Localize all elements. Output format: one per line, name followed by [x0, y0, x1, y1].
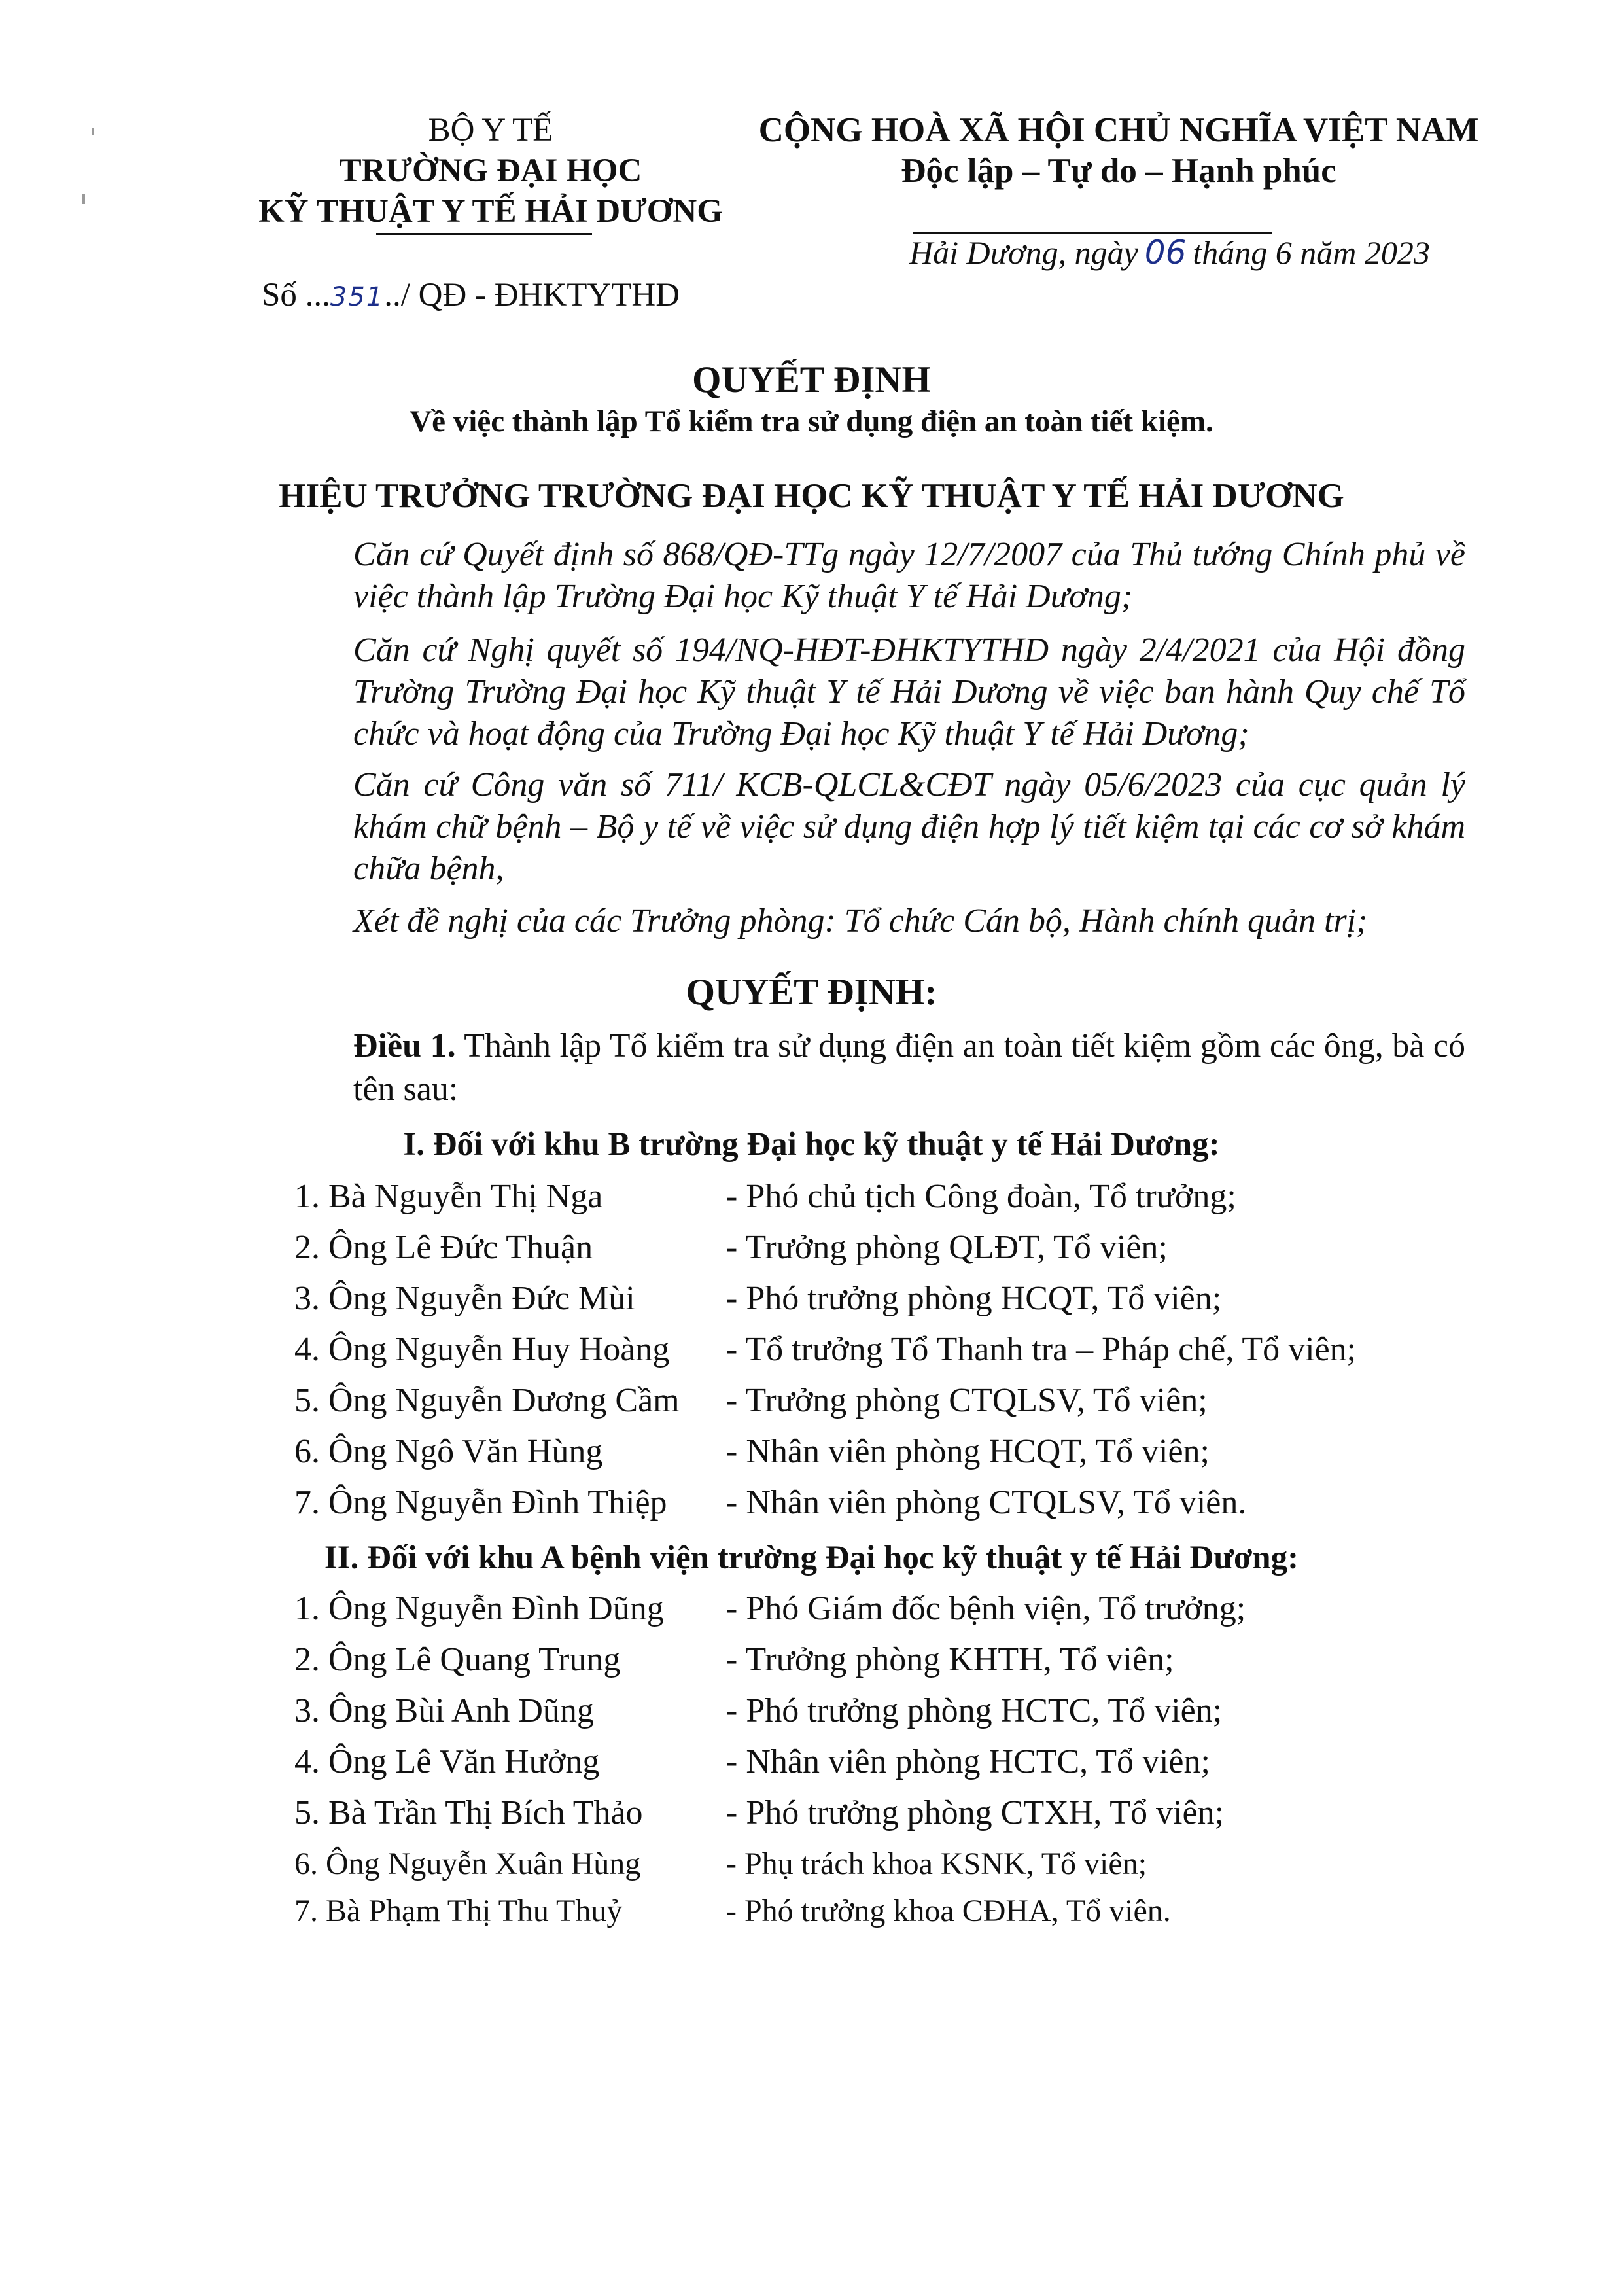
- member-row: [294, 1477, 1472, 1528]
- decision-heading: QUYẾT ĐỊNH:: [686, 972, 937, 1013]
- member-role: - Nhân viên phòng HCTC, Tổ viên;: [726, 1743, 1210, 1780]
- issuer-block: [222, 110, 759, 232]
- member-name: 3. Ông Nguyễn Đức Mùi: [294, 1280, 635, 1317]
- member-role: - Phó Giám đốc bệnh viện, Tổ trưởng;: [726, 1590, 1246, 1627]
- member-name: 1. Ông Nguyễn Đình Dũng: [294, 1590, 664, 1627]
- member-name: 5. Bà Trần Thị Bích Thảo: [294, 1794, 643, 1831]
- school-name-line1: TRƯỜNG ĐẠI HỌC: [339, 152, 642, 189]
- section-heading-2: II. Đối với khu A bệnh viện trường Đại học kỹ thuật y tế Hải Dương:: [324, 1540, 1299, 1576]
- school-name-line2: KỸ THUẬT Y TẾ HẢI DƯƠNG: [258, 193, 723, 230]
- member-row: [294, 1426, 1472, 1477]
- member-role: - Tổ trưởng Tổ Thanh tra – Pháp chế, Tổ viên;: [726, 1331, 1357, 1368]
- article-1-label: Điều 1.: [353, 1027, 456, 1065]
- member-name: 7. Ông Nguyễn Đình Thiệp: [294, 1484, 667, 1521]
- member-name: 2. Ông Lê Đức Thuận: [294, 1229, 593, 1266]
- legal-basis-4: Xét đề nghị của các Trưởng phòng: Tổ chức Cán bộ, Hành chính quản trị;: [353, 902, 1368, 940]
- member-row: [294, 1171, 1472, 1222]
- member-row: [294, 1375, 1472, 1426]
- issuer-underline: [376, 233, 592, 235]
- handwritten-doc-number: 351: [330, 282, 385, 312]
- document-title: QUYẾT ĐỊNH: [692, 359, 931, 400]
- member-name: 2. Ông Lê Quang Trung: [294, 1641, 621, 1678]
- member-role: - Phó trưởng khoa CĐHA, Tổ viên.: [726, 1894, 1171, 1928]
- member-row: [294, 1634, 1472, 1686]
- section-heading-1: I. Đối với khu B trường Đại học kỹ thuật y tế Hải Dương:: [403, 1126, 1220, 1163]
- republic-name: CỘNG HOÀ XÃ HỘI CHỦ NGHĨA VIỆT NAM: [758, 111, 1479, 149]
- member-row: [294, 1788, 1472, 1839]
- member-name: 6. Ông Nguyễn Xuân Hùng: [294, 1846, 641, 1881]
- national-heading-block: [733, 110, 1505, 191]
- member-role: - Phó trưởng phòng CTXH, Tổ viên;: [726, 1794, 1225, 1831]
- member-role: - Phó trưởng phòng HCTC, Tổ viên;: [726, 1692, 1223, 1729]
- doc-number-suffix: ../ QĐ - ĐHKTYTHD: [384, 277, 680, 313]
- member-name: 4. Ông Nguyễn Huy Hoàng: [294, 1331, 670, 1368]
- document-subtitle: Về việc thành lập Tổ kiểm tra sử dụng điện an toàn tiết kiệm.: [410, 404, 1213, 438]
- member-role: - Trưởng phòng QLĐT, Tổ viên;: [726, 1229, 1168, 1266]
- member-name: 1. Bà Nguyễn Thị Nga: [294, 1178, 603, 1215]
- date-suffix: tháng 6 năm 2023: [1193, 234, 1430, 271]
- legal-basis-3-text: Căn cứ Công văn số 711/ KCB-QLCL&CĐT ngày 05/6/2023 của cục quản lý khám chữ bệnh – Bộ y tế về việc sử dụng điện hợp lý tiết kiệm tại các cơ sở khám chữa bệnh,: [353, 766, 1465, 887]
- member-name: 6. Ông Ngô Văn Hùng: [294, 1433, 603, 1470]
- issue-date: [909, 232, 1430, 273]
- doc-number-prefix: Số ...: [262, 277, 330, 313]
- scan-speck: [92, 128, 94, 135]
- date-prefix: Hải Dương, ngày: [909, 234, 1138, 271]
- member-role: - Phó chủ tịch Công đoàn, Tổ trưởng;: [726, 1178, 1236, 1215]
- document-number: [262, 275, 680, 317]
- ministry-name: BỘ Y TẾ: [428, 112, 553, 149]
- member-role: - Trưởng phòng KHTH, Tổ viên;: [726, 1641, 1174, 1678]
- article-1-text: Thành lập Tổ kiểm tra sử dụng điện an toàn tiết kiệm gồm các ông, bà có tên sau:: [353, 1027, 1465, 1108]
- member-row: [294, 1222, 1472, 1273]
- member-role: - Phụ trách khoa KSNK, Tổ viên;: [726, 1846, 1147, 1881]
- member-row: [294, 1886, 1472, 1937]
- issuing-authority: HIỆU TRƯỞNG TRƯỜNG ĐẠI HỌC KỸ THUẬT Y TẾ HẢI DƯƠNG: [279, 477, 1344, 515]
- member-name: 7. Bà Phạm Thị Thu Thuỷ: [294, 1894, 623, 1928]
- member-row: [294, 1839, 1472, 1890]
- legal-basis-2-text: Căn cứ Nghị quyết số 194/NQ-HĐT-ĐHKTYTHD ngày 2/4/2021 của Hội đồng Trường Trường Đại học Kỹ thuật Y tế Hải Dương về việc ban hành Quy chế Tổ chức và hoạt động của Trường Đại học Kỹ thuật Y tế Hải Dương;: [353, 631, 1465, 752]
- member-row: [294, 1583, 1472, 1634]
- member-name: 4. Ông Lê Văn Hưởng: [294, 1743, 600, 1780]
- article-1: [255, 1025, 1465, 1111]
- legal-basis-1-text: Căn cứ Quyết định số 868/QĐ-TTg ngày 12/7/2007 của Thủ tướng Chính phủ về việc thành lập Trường Đại học Kỹ thuật Y tế Hải Dương;: [353, 536, 1465, 615]
- national-motto: Độc lập – Tự do – Hạnh phúc: [901, 152, 1336, 190]
- member-role: - Nhân viên phòng CTQLSV, Tổ viên.: [726, 1484, 1247, 1521]
- member-name: 5. Ông Nguyễn Dương Cầm: [294, 1382, 680, 1419]
- member-role: - Nhân viên phòng HCQT, Tổ viên;: [726, 1433, 1210, 1470]
- legal-basis-1: [255, 534, 1465, 618]
- member-row: [294, 1324, 1472, 1375]
- member-row: [294, 1686, 1472, 1737]
- legal-basis-3: [255, 764, 1465, 890]
- legal-basis-2: [255, 629, 1465, 755]
- member-row: [294, 1273, 1472, 1324]
- member-role: - Phó trưởng phòng HCQT, Tổ viên;: [726, 1280, 1222, 1317]
- member-name: 3. Ông Bùi Anh Dũng: [294, 1692, 594, 1729]
- handwritten-day: 06: [1144, 234, 1187, 272]
- member-row: [294, 1737, 1472, 1788]
- scan-speck: [82, 194, 85, 204]
- member-role: - Trưởng phòng CTQLSV, Tổ viên;: [726, 1382, 1208, 1419]
